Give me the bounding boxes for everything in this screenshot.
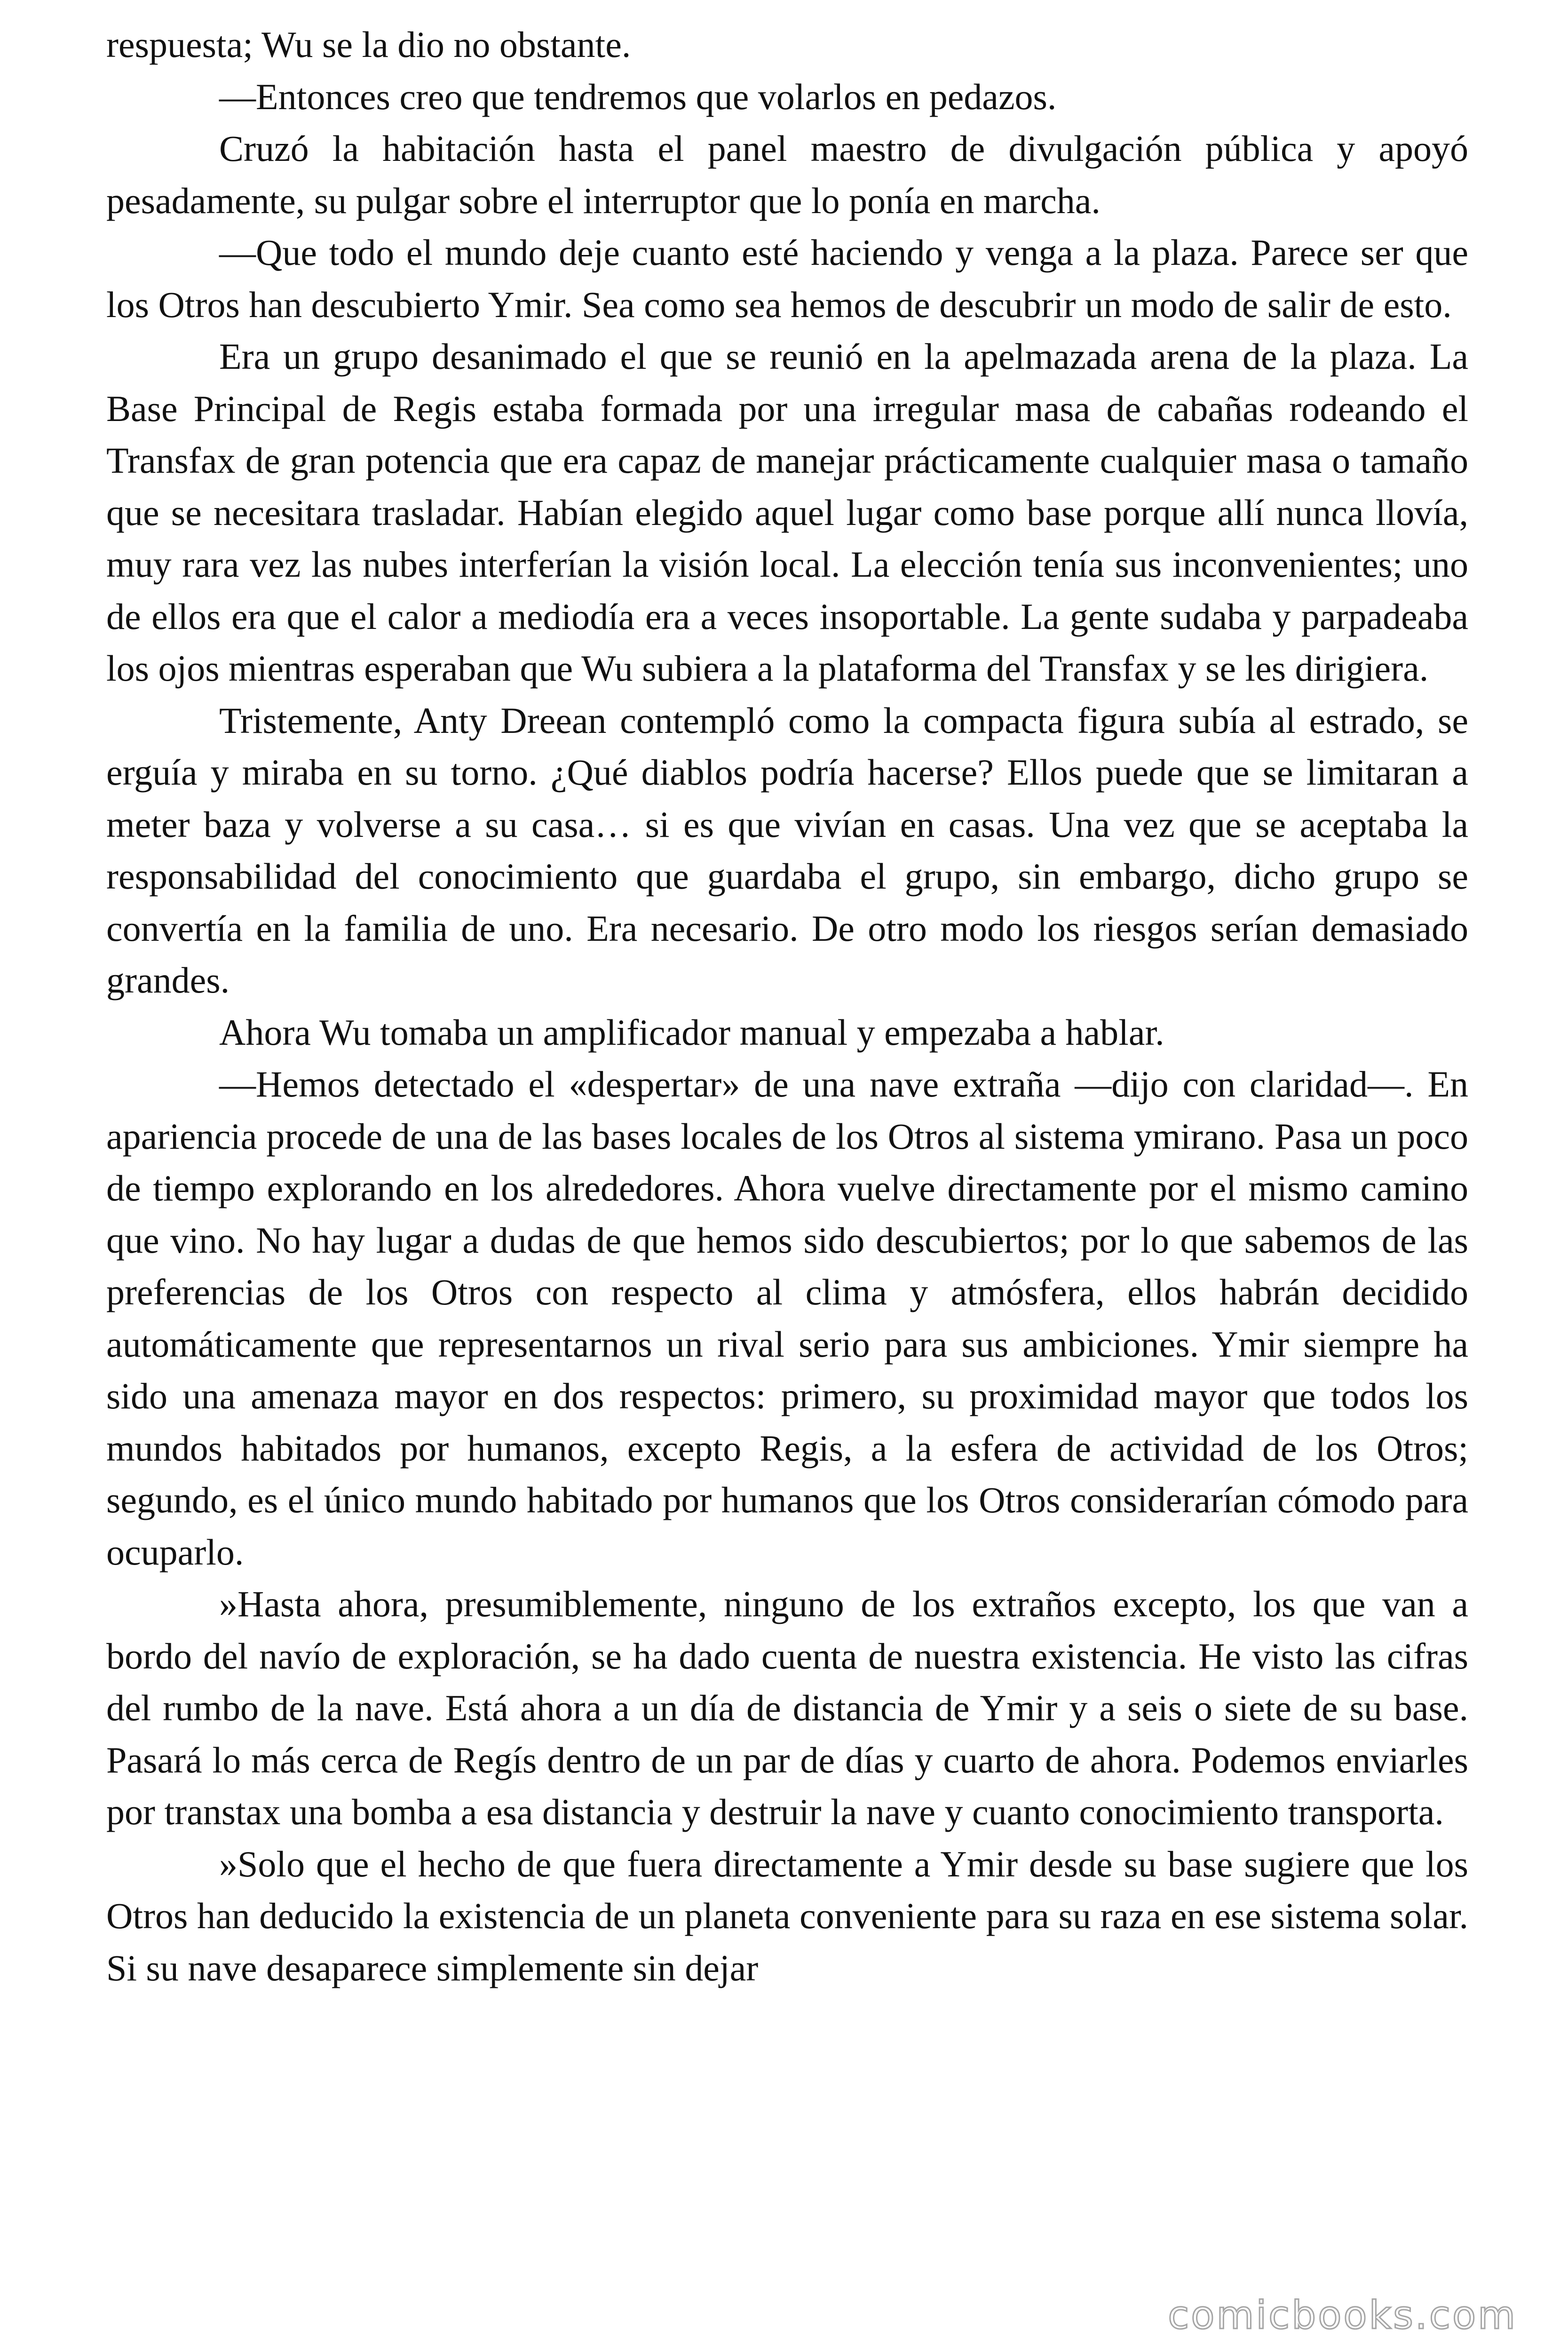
paragraph: respuesta; Wu se la dio no obstante. (106, 24, 631, 65)
paragraph: —Entonces creo que tendremos que volarlos en pedazos. (219, 76, 1057, 117)
paragraph: —Hemos detectado el «despertar» de una nave extraña —dijo con claridad—. En apariencia procede de una de las bases locales de los Otros al sistema ymirano. Pasa un poco de tiempo explorando en los alrededores. Ahora vuelve directamente por el mismo camino que vino. No hay lugar a dudas de que hemos sido descubiertos; por lo que sabemos de las preferencias de los Otros con respecto al clima y atmósfera, ellos habrán decidido automáticamente que representarnos un rival serio para sus ambiciones. Ymir siempre ha sido una amenaza mayor en dos respectos: primero, su proximidad mayor que todos los mundos habitados por humanos, excepto Regis, a la esfera de actividad de los Otros; segundo, es el único mundo habitado por humanos que los Otros considerarían cómodo para ocuparlo. (106, 1064, 1468, 1573)
paragraph: Cruzó la habitación hasta el panel maestro de divulgación pública y apoyó pesadamente, su pulgar sobre el interruptor que lo ponía en marcha. (106, 128, 1468, 221)
paragraph: »Hasta ahora, presumiblemente, ninguno de los extraños excepto, los que van a bordo del navío de exploración, se ha dado cuenta de nuestra existencia. He visto las cifras del rumbo de la nave. Está ahora a un día de distancia de Ymir y a seis o siete de su base. Pasará lo más cerca de Regís dentro de un par de días y cuarto de ahora. Podemos enviarles por transtax una bomba a esa distancia y destruir la nave y cuanto conocimiento transporta. (106, 1583, 1468, 1832)
paragraph: Tristemente, Anty Dreean contempló como la compacta figura subía al estrado, se erguía y miraba en su torno. ¿Qué diablos podría hacerse? Ellos puede que se limitaran a meter baza y volverse a su casa… si es que vivían en casas. Una vez que se aceptaba la responsabilidad del conocimiento que guardaba el grupo, sin embargo, dicho grupo se convertía en la familia de uno. Era necesario. De otro modo los riesgos serían demasiado grandes. (106, 699, 1468, 1001)
paragraph: —Que todo el mundo deje cuanto esté haciendo y venga a la plaza. Parece ser que los Otros han descubierto Ymir. Sea como sea hemos de descubrir un modo de salir de esto. (106, 232, 1468, 325)
paragraph: Era un grupo desanimado el que se reunió en la apelmazada arena de la plaza. La Base Principal de Regis estaba formada por una irregular masa de cabañas rodeando el Transfax de gran potencia que era capaz de manejar prácticamente cualquier masa o tamaño que se necesitara trasladar. Habían elegido aquel lugar como base porque allí nunca llovía, muy rara vez las nubes interferían la visión local. La elección tenía sus inconvenientes; uno de ellos era que el calor a mediodía era a veces insoportable. La gente sudaba y parpadeaba los ojos mientras esperaban que Wu subiera a la plataforma del Transfax y se les dirigiera. (106, 336, 1468, 689)
page-text-body (106, 19, 1468, 2324)
paragraph: Ahora Wu tomaba un amplificador manual y empezaba a hablar. (219, 1011, 1164, 1053)
watermark: comicbooks.com (1168, 2293, 1517, 2338)
paragraph: »Solo que el hecho de que fuera directamente a Ymir desde su base sugiere que los Otros han deducido la existencia de un planeta conveniente para su raza en ese sistema solar. Si su nave desaparece simplemente sin dejar (106, 1843, 1468, 1988)
